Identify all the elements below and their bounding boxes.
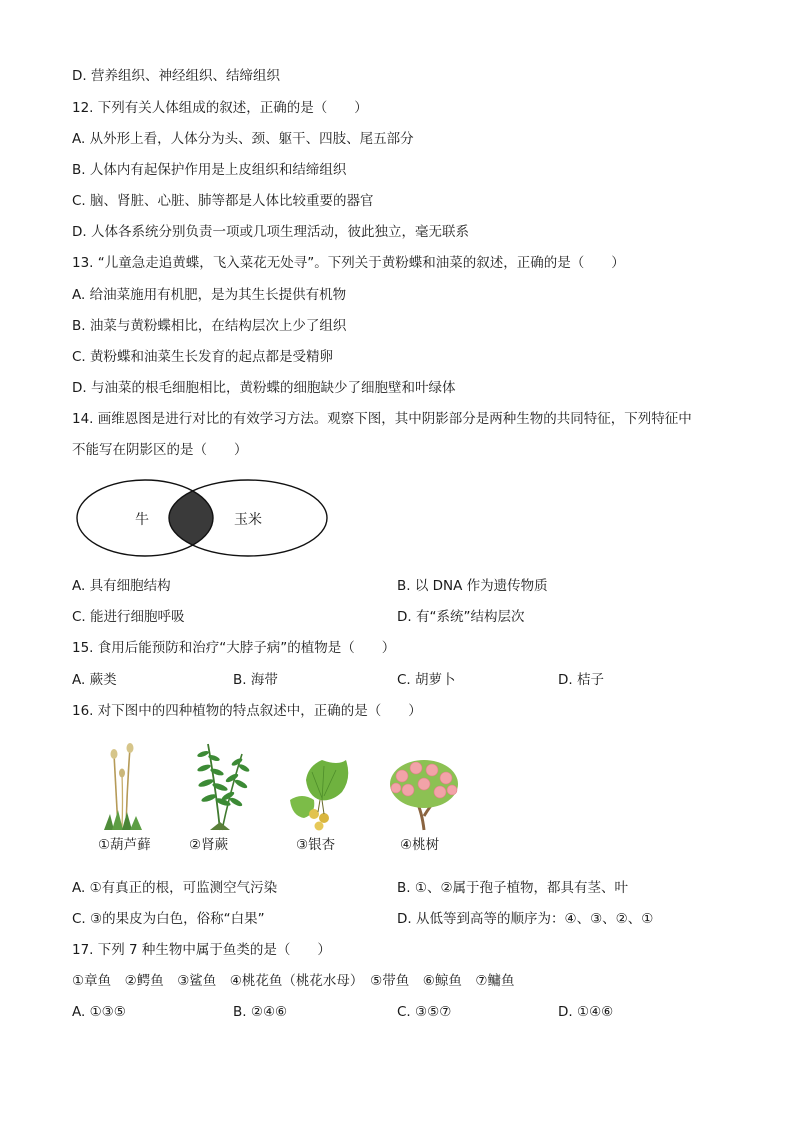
q15-stem: 15. 食用后能预防和治疗“大脖子病”的植物是（ ）: [72, 640, 396, 656]
venn-left-label: 牛: [135, 512, 149, 528]
venn-diagram: [76, 478, 336, 558]
q13-option-b: B. 油菜与黄粉蝶相比，在结构层次上少了组织: [72, 318, 347, 334]
q17-option-b: B. ②④⑥: [233, 1004, 288, 1020]
q13-stem: 13. “儿童急走追黄蝶，飞入菜花无处寻”。下列关于黄粉蝶和油菜的叙述，正确的是（ ）: [72, 255, 625, 271]
venn-right-label: 玉米: [234, 512, 262, 528]
q16-option-c: C. ③的果皮为白色，俗称“白果”: [72, 911, 265, 927]
q12-stem: 12. 下列有关人体组成的叙述，正确的是（ ）: [72, 100, 368, 116]
plant-label-ginkgo: ③银杏: [296, 837, 336, 853]
q17-option-a: A. ①③⑤: [72, 1004, 126, 1020]
q15-option-d: D. 桔子: [558, 672, 604, 688]
q12-option-c: C. 脑、肾脏、心脏、肺等都是人体比较重要的器官: [72, 193, 374, 209]
q13-option-d: D. 与油菜的根毛细胞相比，黄粉蝶的细胞缺少了细胞壁和叶绿体: [72, 380, 456, 396]
moss-illustration: [96, 740, 152, 832]
q17-option-d: D. ①④⑥: [558, 1004, 614, 1020]
ginkgo-illustration: [286, 756, 358, 832]
q14-option-d: D. 有“系统”结构层次: [397, 609, 525, 625]
q16-option-a: A. ①有真正的根，可监测空气污染: [72, 880, 278, 896]
fern-illustration: [186, 740, 252, 832]
q14-stem-line2: 不能写在阴影区的是（ ）: [72, 442, 248, 458]
q14-option-a: A. 具有细胞结构: [72, 578, 171, 594]
q12-option-b: B. 人体内有起保护作用是上皮组织和结缔组织: [72, 162, 347, 178]
q13-option-c: C. 黄粉蝶和油菜生长发育的起点都是受精卵: [72, 349, 334, 365]
peach-tree-illustration: [386, 756, 462, 832]
plant-label-peach: ④桃树: [400, 837, 440, 853]
plant-label-moss: ①葫芦藓: [98, 837, 151, 853]
plant-label-fern: ②肾蕨: [189, 837, 229, 853]
q13-option-a: A. 给油菜施用有机肥，是为其生长提供有机物: [72, 287, 347, 303]
q14-stem-line1: 14. 画维恩图是进行对比的有效学习方法。观察下图，其中阴影部分是两种生物的共同特征，下列特征中: [72, 411, 692, 427]
q12-option-d: D. 人体各系统分别负责一项或几项生理活动，彼此独立，毫无联系: [72, 224, 469, 240]
q14-option-b: B. 以 DNA 作为遗传物质: [397, 578, 548, 594]
q17-organisms: ①章鱼 ②鳄鱼 ③鲨鱼 ④桃花鱼（桃花水母） ⑤带鱼 ⑥鲸鱼 ⑦鳙鱼: [72, 973, 515, 989]
q17-option-c: C. ③⑤⑦: [397, 1004, 452, 1020]
q11-option-d: D. 营养组织、神经组织、结缔组织: [72, 68, 280, 84]
q17-stem: 17. 下列 7 种生物中属于鱼类的是（ ）: [72, 942, 331, 958]
q16-option-d: D. 从低等到高等的顺序为：④、③、②、①: [397, 911, 654, 927]
q15-option-a: A. 蕨类: [72, 672, 117, 688]
q12-option-a: A. 从外形上看，人体分为头、颈、躯干、四肢、尾五部分: [72, 131, 414, 147]
q14-option-c: C. 能进行细胞呼吸: [72, 609, 185, 625]
q16-option-b: B. ①、②属于孢子植物，都具有茎、叶: [397, 880, 629, 896]
q15-option-b: B. 海带: [233, 672, 278, 688]
q15-option-c: C. 胡萝卜: [397, 672, 456, 688]
q16-stem: 16. 对下图中的四种植物的特点叙述中，正确的是（ ）: [72, 703, 422, 719]
